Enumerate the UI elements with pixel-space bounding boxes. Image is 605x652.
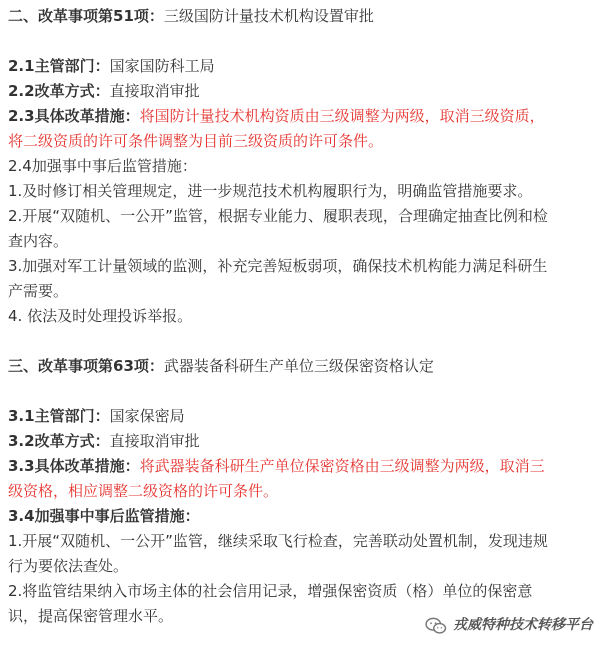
s2-measures-text-2: 将二级资质的许可条件调整为目前三级资质的许可条件。 — [8, 132, 384, 150]
s3-mode-label: 3.2改革方式： — [8, 432, 110, 450]
document-body — [8, 4, 598, 629]
spacer — [8, 29, 598, 54]
wechat-icon — [425, 617, 447, 635]
s3-measures-text-2: 级资格，相应调整二级资格的许可条件。 — [8, 482, 279, 500]
section-2-label: 二、改革事项第51项： — [8, 7, 164, 25]
s2-item-line: 2.开展“双随机、一公开”监管，根据专业能力、履职表现，合理确定抽查比例和检 — [8, 207, 548, 225]
s2-measures-label: 2.3具体改革措施： — [8, 107, 140, 125]
s3-strengthen-label: 3.4加强事中事后监管措施： — [8, 507, 200, 525]
s2-dept-row — [8, 54, 598, 79]
section-2-heading — [8, 4, 598, 29]
s3-item-line: 1.开展“双随机、一公开”监管，继续采取飞行检查，完善联动处置机制，发现违规 — [8, 532, 548, 550]
s2-mode-value: 直接取消审批 — [109, 82, 200, 100]
s2-dept-value: 国家国防科工局 — [109, 57, 215, 75]
s3-measures-label: 3.3具体改革措施： — [8, 457, 140, 475]
section-2-title: 三级国防计量技术机构设置审批 — [163, 7, 374, 25]
s2-dept-label: 2.1主管部门： — [8, 57, 110, 75]
s2-measures-row — [8, 104, 598, 129]
section-3-label: 三、改革事项第63项： — [8, 357, 164, 375]
section-3-title: 武器装备科研生产单位三级保密资格认定 — [163, 357, 434, 375]
s3-measures-row — [8, 454, 598, 479]
s2-mode-label: 2.2改革方式： — [8, 82, 110, 100]
s2-item-line: 1.及时修订相关管理规定，进一步规范技术机构履职行为，明确监管措施要求。 — [8, 182, 533, 200]
s3-dept-value: 国家保密局 — [109, 407, 185, 425]
s3-item-line: 2.将监管结果纳入市场主体的社会信用记录，增强保密资质（格）单位的保密意 — [8, 582, 533, 600]
s3-dept-label: 3.1主管部门： — [8, 407, 110, 425]
s2-measures-text-1: 将国防计量技术机构资质由三级调整为两级，取消三级资质， — [139, 107, 545, 125]
s3-item-line: 行为要依法查处。 — [8, 557, 129, 575]
s2-item-line: 3.加强对军工计量领域的监测，补充完善短板弱项，确保技术机构能力满足科研生 — [8, 257, 548, 275]
s3-item-line: 识，提高保密管理水平。 — [8, 607, 174, 625]
spacer — [8, 329, 598, 354]
s3-measures-text-1: 将武器装备科研生产单位保密资格由三级调整为两级，取消三 — [139, 457, 545, 475]
spacer — [8, 379, 598, 404]
section-3-heading — [8, 354, 598, 379]
s2-item-line: 产需要。 — [8, 282, 69, 300]
s3-mode-value: 直接取消审批 — [109, 432, 200, 450]
footer-brand: 戎威特种技术转移平台 — [453, 617, 593, 633]
s2-item-line: 4. 依法及时处理投诉举报。 — [8, 307, 193, 325]
watermark-footer — [425, 613, 593, 638]
s2-strengthen-label: 2.4加强事中事后监管措施： — [8, 157, 197, 175]
s3-dept-row — [8, 404, 598, 429]
s2-item-line: 查内容。 — [8, 232, 69, 250]
s2-mode-row — [8, 79, 598, 104]
s3-mode-row — [8, 429, 598, 454]
